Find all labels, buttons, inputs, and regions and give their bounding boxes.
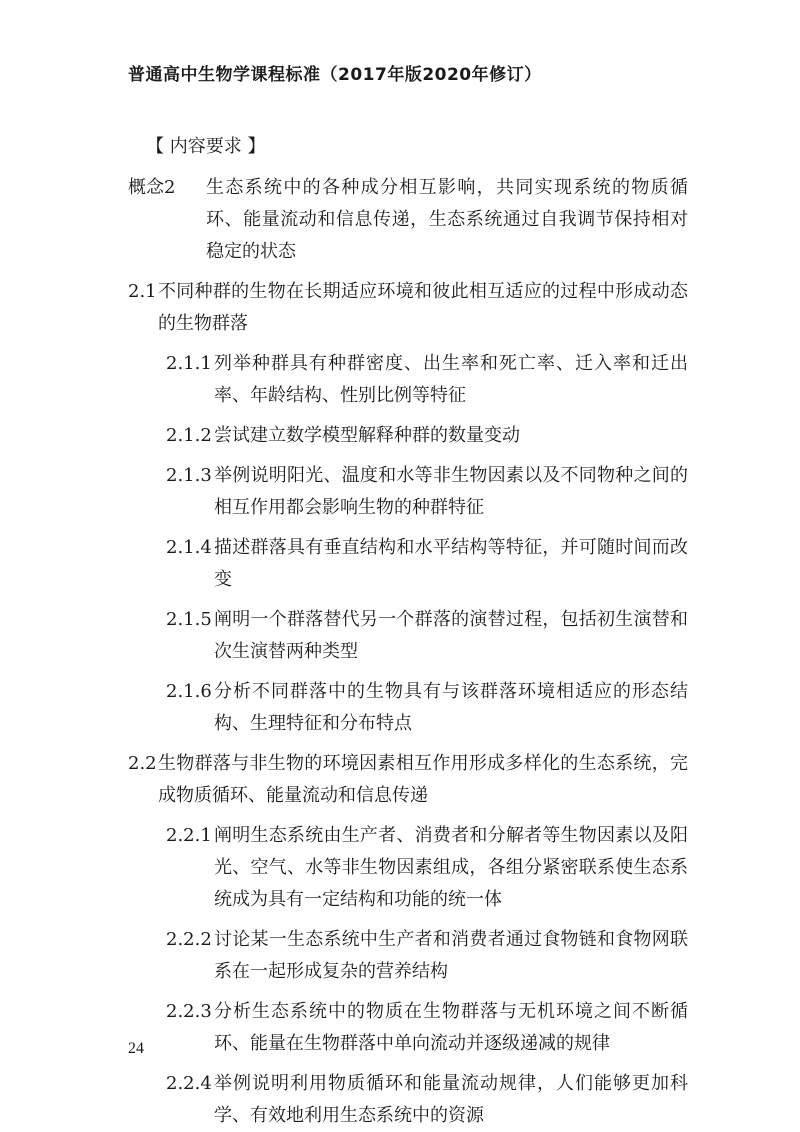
group-2-2 <box>128 748 688 812</box>
item-2-1-4 <box>166 532 688 596</box>
item-text: 尝试建立数学模型解释种群的数量变动 <box>214 425 520 446</box>
item-2-2-1 <box>166 820 688 916</box>
item-text: 讨论某一生态系统中生产者和消费者通过食物链和食物网联系在一起形成复杂的营养结构 <box>214 929 688 982</box>
item-2-2-4 <box>166 1068 688 1132</box>
item-number: 2.2.3 <box>166 1001 212 1022</box>
item-text: 分析不同群落中的生物具有与该群落环境相适应的形态结构、生理特征和分布特点 <box>214 681 688 734</box>
group-text: 不同种群的生物在长期适应环境和彼此相互适应的过程中形成动态的生物群落 <box>158 281 688 334</box>
item-number: 2.1.1 <box>166 353 212 374</box>
concept-2 <box>128 172 688 268</box>
item-2-2-3 <box>166 996 688 1060</box>
group-number: 2.1 <box>128 281 157 302</box>
item-2-2-2 <box>166 924 688 988</box>
item-2-1-5 <box>166 604 688 668</box>
item-number: 2.1.3 <box>166 465 212 486</box>
content-area <box>128 132 688 1132</box>
item-number: 2.1.6 <box>166 681 212 702</box>
item-number: 2.2.4 <box>166 1073 212 1094</box>
item-2-1-2 <box>166 420 688 452</box>
concept-text: 生态系统中的各种成分相互影响，共同实现系统的物质循环、能量流动和信息传递，生态系统通过自我调节保持相对稳定的状态 <box>206 177 688 262</box>
item-text: 举例说明利用物质循环和能量流动规律，人们能够更加科学、有效地利用生态系统中的资源 <box>214 1073 688 1126</box>
item-text: 描述群落具有垂直结构和水平结构等特征，并可随时间而改变 <box>214 537 688 590</box>
item-number: 2.1.4 <box>166 537 212 558</box>
item-number: 2.2.2 <box>166 929 212 950</box>
group-2-1 <box>128 276 688 340</box>
item-number: 2.1.5 <box>166 609 212 630</box>
item-text: 分析生态系统中的物质在生物群落与无机环境之间不断循环、能量在生物群落中单向流动并逐级递减的规律 <box>214 1001 688 1054</box>
item-2-1-3 <box>166 460 688 524</box>
running-header: 普通高中生物学课程标准（2017年版2020年修订） <box>128 65 542 85</box>
item-text: 列举种群具有种群密度、出生率和死亡率、迁入率和迁出率、年龄结构、性别比例等特征 <box>214 353 688 406</box>
item-2-1-1 <box>166 348 688 412</box>
section-heading: 【 内容要求 】 <box>146 136 266 157</box>
page-number: 24 <box>128 1040 144 1057</box>
item-number: 2.1.2 <box>166 425 212 446</box>
item-text: 阐明生态系统由生产者、消费者和分解者等生物因素以及阳光、空气、水等非生物因素组成，各组分紧密联系使生态系统成为具有一定结构和功能的统一体 <box>214 825 688 910</box>
item-number: 2.2.1 <box>166 825 212 846</box>
concept-number: 概念2 <box>128 177 176 198</box>
group-text: 生物群落与非生物的环境因素相互作用形成多样化的生态系统，完成物质循环、能量流动和信息传递 <box>158 753 688 806</box>
item-text: 举例说明阳光、温度和水等非生物因素以及不同物种之间的相互作用都会影响生物的种群特征 <box>214 465 688 518</box>
item-text: 阐明一个群落替代另一个群落的演替过程，包括初生演替和次生演替两种类型 <box>214 609 688 662</box>
group-number: 2.2 <box>128 753 157 774</box>
item-2-1-6 <box>166 676 688 740</box>
